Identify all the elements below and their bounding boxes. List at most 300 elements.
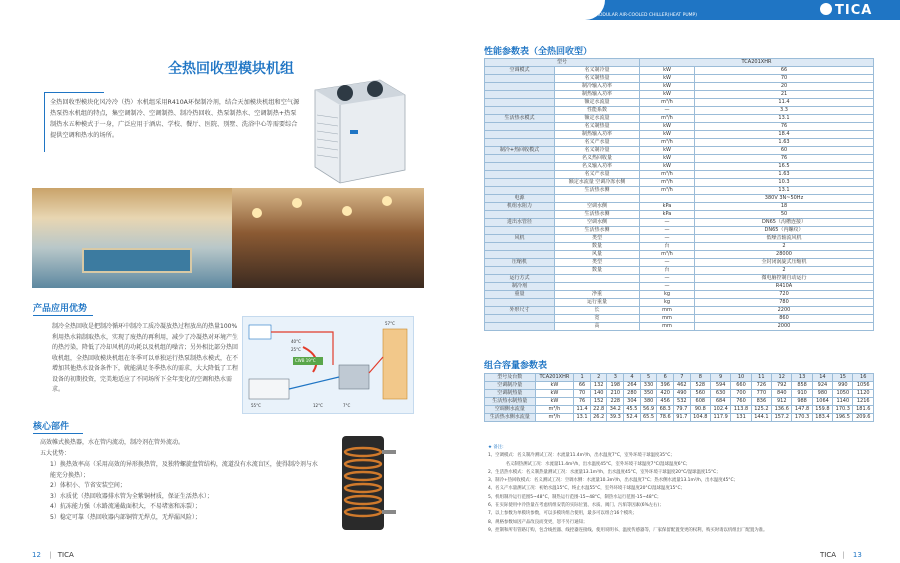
spec-row <box>485 187 874 195</box>
combo-cell: 924 <box>812 382 832 390</box>
combo-cell: 792 <box>772 382 792 390</box>
combo-cell: 228 <box>607 398 624 406</box>
spec-cell: 18 <box>695 203 874 211</box>
spec-cell: 制冷剂 <box>485 283 555 291</box>
combo-cell: 空调制热量 <box>485 390 536 398</box>
combo-cell: 39.3 <box>607 414 624 422</box>
combo-cell: 280 <box>624 390 641 398</box>
spec-cell: kW <box>640 67 695 75</box>
spec-cell: 外形尺寸 <box>485 307 555 315</box>
spec-cell <box>485 107 555 115</box>
page-title: 全热回收型模块机组 <box>168 61 294 77</box>
combo-cell: 858 <box>792 382 812 390</box>
combo-cell: 90.8 <box>690 406 710 414</box>
spec-cell <box>485 227 555 235</box>
combo-cell: 生活热水侧水流量 <box>485 414 536 422</box>
combo-header-cell: TCA201XHR <box>535 374 574 382</box>
spec-cell <box>485 83 555 91</box>
combo-cell: 140 <box>590 390 607 398</box>
combo-cell: 684 <box>710 398 730 406</box>
spec-cell: 1.63 <box>695 139 874 147</box>
spec-row <box>485 75 874 83</box>
spec-cell <box>485 315 555 323</box>
spec-cell <box>485 299 555 307</box>
note-item: 7、以上参数为单模块参数，可以多模块组合使用，最多可以组合16个模块； <box>488 511 637 517</box>
spec-cell <box>555 275 640 283</box>
combo-cell: 157.2 <box>772 414 792 422</box>
spec-cell: — <box>640 235 695 243</box>
spec-cell: 净重 <box>555 291 640 299</box>
spec-cell: 高 <box>555 323 640 331</box>
spec-cell: m³/h <box>640 251 695 259</box>
spec-cell <box>555 283 640 291</box>
spec-row <box>485 235 874 243</box>
combo-cell: 152 <box>590 398 607 406</box>
spec-cell: 13.1 <box>695 115 874 123</box>
core-list <box>50 460 320 523</box>
combo-cell: 91.7 <box>673 414 690 422</box>
core-intro: 高效帷式换热器，水在管内流动，制冷剂在管外流动。 <box>40 439 185 446</box>
spec-cell: 860 <box>695 315 874 323</box>
spec-row <box>485 275 874 283</box>
combo-cell: 117.9 <box>710 414 730 422</box>
spec-cell: — <box>640 107 695 115</box>
combo-cell: 70 <box>574 390 591 398</box>
combo-cell: 330 <box>640 382 657 390</box>
combo-cell: 183.4 <box>812 414 832 422</box>
combo-header-cell: 16 <box>853 374 874 382</box>
note-item: 1、空调模式：名义制冷测试工况：水流量11.4m³/h，出水温度7°C，室外环境干球温度35°C； <box>488 453 675 459</box>
spec-cell: — <box>640 283 695 291</box>
spec-cell: 名义制冷量 <box>555 67 640 75</box>
note-item: 8、规格参数如因产品改良而变更，恕不另行通知； <box>488 519 588 525</box>
spec-row <box>485 131 874 139</box>
footer-right: TICA | 13 <box>820 551 862 559</box>
spec-cell: 720 <box>695 291 874 299</box>
combo-cell: 170.3 <box>792 414 812 422</box>
spec-row <box>485 211 874 219</box>
spec-cell: kW <box>640 155 695 163</box>
spec-row <box>485 171 874 179</box>
combo-header-cell: 7 <box>673 374 690 382</box>
combo-cell: 396 <box>657 382 674 390</box>
spec-cell: 生活热水模式 <box>485 115 555 123</box>
spec-cell <box>485 211 555 219</box>
combo-row <box>485 414 874 422</box>
combo-cell: 350 <box>640 390 657 398</box>
spec-cell: 低噪音轴流风机 <box>695 235 874 243</box>
restaurant-photo <box>232 188 424 288</box>
combo-cell: 68.3 <box>657 406 674 414</box>
spec-cell: 长 <box>555 307 640 315</box>
combo-cell: 912 <box>772 398 792 406</box>
spec-cell: 空调水侧 <box>555 219 640 227</box>
combo-cell: 181.6 <box>853 406 874 414</box>
spec-row <box>485 83 874 91</box>
spec-cell: 76 <box>695 123 874 131</box>
spec-cell: kPa <box>640 203 695 211</box>
combo-cell: 170.3 <box>833 406 853 414</box>
intro-paragraph: 全热回收型模块化风冷冷（热）水机组采用R410A环保制冷剂，结合天加模块机组和空气源热泵热水机组的特点，集空调制冷、空调制热、制冷热回收、热泵制热水、空调制热+热泵制热水五种模式于一身，广泛应用于酒店、学校、餐厅、医院、别墅、洗浴中心等需要综合提供空调和热水的场所。 <box>50 99 300 139</box>
combo-cell: 462 <box>673 382 690 390</box>
spec-cell: 风机 <box>485 235 555 243</box>
spec-cell: 数量 <box>555 267 640 275</box>
combo-cell: 147.8 <box>792 406 812 414</box>
footer: 12 | TICA <box>32 551 74 559</box>
spec-cell <box>485 155 555 163</box>
spec-cell: 制冷+热回收模式 <box>485 147 555 155</box>
spec-cell: 制热输入功率 <box>555 131 640 139</box>
combo-cell: 1056 <box>853 382 874 390</box>
combo-header-cell: 5 <box>640 374 657 382</box>
chiller-unit-image <box>305 75 410 185</box>
combo-cell: 1064 <box>812 398 832 406</box>
spec-cell: 70 <box>695 75 874 83</box>
combo-header-cell: 4 <box>624 374 641 382</box>
spec-cell: kW <box>640 147 695 155</box>
note-item: 9、控制和所有管路订购，包含线控器、线控器连接线、使用说明书、温度传感器等，厂家保留配置变更的权利，购买时请以机组出厂配置为准。 <box>488 527 768 533</box>
combo-cell: 144.1 <box>751 414 771 422</box>
combo-header-cell: 10 <box>731 374 751 382</box>
spec-cell: 生活热水侧 <box>555 211 640 219</box>
spec-cell: — <box>640 275 695 283</box>
spec-cell <box>485 99 555 107</box>
spec-cell: 运行方式 <box>485 275 555 283</box>
core-item: 2）体积小、节省安装空间； <box>50 482 126 489</box>
combo-cell: 490 <box>673 390 690 398</box>
spec-row <box>485 123 874 131</box>
spec-cell: R410A <box>695 283 874 291</box>
spec-cell: 额定水流量 空调冷冻水侧 <box>555 179 640 187</box>
combo-cell: 700 <box>731 390 751 398</box>
spec-cell: 重量 <box>485 291 555 299</box>
spec-cell: m³/h <box>640 179 695 187</box>
spec-row <box>485 299 874 307</box>
spec-cell: 性能系数 <box>555 107 640 115</box>
combo-cell: 840 <box>772 390 792 398</box>
diagram-label: 40°C <box>291 339 301 344</box>
spec-cell: 名义产水量 <box>555 139 640 147</box>
title-rule <box>44 92 104 93</box>
combo-cell: 532 <box>673 398 690 406</box>
combo-cell: 11.4 <box>574 406 591 414</box>
combo-cell: 836 <box>751 398 771 406</box>
spec-cell <box>485 323 555 331</box>
core-item: 4）抗冻能力强（水路流通截面积大，不易堵塞和冻裂）； <box>50 503 201 510</box>
spec-cell: 2 <box>695 267 874 275</box>
combo-cell: 52.4 <box>624 414 641 422</box>
combo-header-cell: 11 <box>751 374 771 382</box>
combo-table <box>484 373 874 422</box>
combo-cell: kW <box>535 382 574 390</box>
spec-cell: kW <box>640 123 695 131</box>
spec-cell: kPa <box>640 211 695 219</box>
spec-row <box>485 99 874 107</box>
footer-brand: TICA <box>57 551 74 559</box>
combo-header-cell: 2 <box>590 374 607 382</box>
combo-header-cell: 8 <box>690 374 710 382</box>
note-item: 名义制热测试工况：水流量11.4m³/h，出水温度45°C，室外环境干球温度7°C/湿球温度6°C； <box>488 461 691 467</box>
spec-cell: 380V 3N~50Hz <box>695 195 874 203</box>
section-rule <box>33 433 83 434</box>
spec-cell: 18.4 <box>695 131 874 139</box>
intro-rule <box>44 92 45 152</box>
combo-cell: 988 <box>792 398 812 406</box>
spec-cell: 780 <box>695 299 874 307</box>
spec-cell: 10.3 <box>695 179 874 187</box>
spec-row <box>485 139 874 147</box>
diagram-label: 55°C <box>251 403 261 408</box>
combo-header-cell: 1 <box>574 374 591 382</box>
core-item: 1）换热效率高（采用高效的异形换热管，及独特螺旋盘管结构，流道没有水流盲区，使得制冷剂与水能充分换热）； <box>50 461 318 479</box>
combo-row <box>485 382 874 390</box>
spec-cell: 2000 <box>695 323 874 331</box>
spec-cell: 额定水流量 <box>555 115 640 123</box>
spec-row <box>485 291 874 299</box>
spec-cell <box>485 163 555 171</box>
combo-cell: 1140 <box>833 398 853 406</box>
combo-header-cell: 13 <box>792 374 812 382</box>
combo-cell: 209.6 <box>853 414 874 422</box>
combo-cell: m³/h <box>535 414 574 422</box>
spec-row <box>485 219 874 227</box>
spec-cell: 2 <box>695 243 874 251</box>
combo-cell: 594 <box>710 382 730 390</box>
spec-cell: mm <box>640 315 695 323</box>
spec-row <box>485 195 874 203</box>
tica-logo <box>820 3 872 18</box>
spec-cell: kg <box>640 291 695 299</box>
spec-cell <box>485 91 555 99</box>
spec-cell: 风量 <box>555 251 640 259</box>
note-item: 3、制冷+热回收模式：名义测试工况：空调水侧：水流量10.3m³/h，出水温度7°C；热水侧水流量13.1m³/h，出水温度45°C； <box>488 478 738 484</box>
diagram-label: 12°C <box>313 403 323 408</box>
spec-row <box>485 323 874 331</box>
spec-row <box>485 259 874 267</box>
spec-cell: 28000 <box>695 251 874 259</box>
spec-cell: kW <box>640 131 695 139</box>
spec-cell: kW <box>640 83 695 91</box>
footer-brand: TICA <box>820 551 837 559</box>
spec-cell <box>485 171 555 179</box>
spec-row <box>485 243 874 251</box>
spec-row <box>485 203 874 211</box>
spec-cell: 全封闭涡旋式压缩机 <box>695 259 874 267</box>
combo-row <box>485 398 874 406</box>
combo-cell: 1120 <box>853 390 874 398</box>
page-number: 13 <box>852 551 862 559</box>
spec-cell: 机组水阻力 <box>485 203 555 211</box>
spec-row <box>485 107 874 115</box>
spec-cell: 3.3 <box>695 107 874 115</box>
combo-cell: 726 <box>751 382 771 390</box>
combo-cell: 76 <box>574 398 591 406</box>
spec-row <box>485 267 874 275</box>
combo-cell: 104.8 <box>690 414 710 422</box>
spec-cell: 额定水流量 <box>555 99 640 107</box>
spec-cell <box>485 131 555 139</box>
spec-cell: 空调模式 <box>485 67 555 75</box>
spec-cell: 台 <box>640 243 695 251</box>
spec-cell: 电源 <box>485 195 555 203</box>
spec-cell: 20 <box>695 83 874 91</box>
combo-cell: 660 <box>731 382 751 390</box>
spec-cell: 运行重量 <box>555 299 640 307</box>
spec-row <box>485 67 874 75</box>
spec-cell <box>555 195 640 203</box>
spec-cell: 制冷输入功率 <box>555 83 640 91</box>
spec-cell: 类型 <box>555 235 640 243</box>
combo-cell: kW <box>535 390 574 398</box>
combo-cell: 456 <box>657 398 674 406</box>
combo-cell: 136.6 <box>772 406 792 414</box>
spec-table <box>484 58 874 331</box>
spec-cell: 66 <box>695 67 874 75</box>
combo-cell: 13.1 <box>574 414 591 422</box>
spec-cell: 名义制热量 <box>555 75 640 83</box>
combo-cell: 空调制冷量 <box>485 382 536 390</box>
combo-cell: 66 <box>574 382 591 390</box>
spec-cell: 压缩机 <box>485 259 555 267</box>
spec-cell <box>485 123 555 131</box>
diagram-label: 25°C <box>291 347 301 352</box>
spec-cell: kg <box>640 299 695 307</box>
combo-cell: 380 <box>640 398 657 406</box>
heat-exchanger-tank-image <box>332 430 398 536</box>
section-title-core: 核心部件 <box>33 422 70 432</box>
combo-cell: m³/h <box>535 406 574 414</box>
combo-cell: 22.8 <box>590 406 607 414</box>
combo-cell: 113.8 <box>731 406 751 414</box>
spec-cell: kW <box>640 163 695 171</box>
spec-cell: 空调水侧 <box>555 203 640 211</box>
diagram-label: 7°C <box>343 403 351 408</box>
combo-header-row <box>485 374 874 382</box>
spec-cell: — <box>640 227 695 235</box>
combo-cell: 生活热水制热量 <box>485 398 536 406</box>
notes <box>488 444 878 535</box>
diagram-graphic <box>243 317 415 415</box>
header-subtitle: MODULAR AIR-COOLED CHILLER(HEAT PUMP) <box>595 13 697 18</box>
combo-cell: 980 <box>812 390 832 398</box>
combo-cell: kW <box>535 398 574 406</box>
spec-cell <box>485 75 555 83</box>
advantages-paragraph: 制冷全热回收是把制冷循环中制冷工质冷凝放热过程放出的热量100%利用热水箱制取热水，实现了废热的再利用，减少了冷凝热对环境产生的热污染，降低了冷却风机的功耗以及机组的噪音；另外相比部分热回收机组，全热回收模块机组在冬季可以单独运行热泵制热水模式，在不增加其他热水设备条件下，就能满足冬季热水的需求，大大降低了工程设备的初期投资，完美地适应了不同场所下全年变化的空调和热水需求。 <box>52 323 239 393</box>
note-item: 2、生活热水模式：名义制热量测试工况：水流量13.1m³/h，出水温度45°C，室外环境干球温度20°C/湿球温度15°C； <box>488 469 721 475</box>
combo-cell: 131 <box>731 414 751 422</box>
note-item: 6、在实际使用中冷热量在考虑机组安装的实际位置、水质、阀门、污垢等因素(6%左右)； <box>488 503 664 509</box>
section-title-advantages: 产品应用优势 <box>33 304 88 314</box>
notes-heading: ★ 备注: <box>488 445 504 450</box>
spec-cell: 名义制热量 <box>555 123 640 131</box>
combo-header-cell: 型号及台数 <box>485 374 536 382</box>
spec-cell: 类型 <box>555 259 640 267</box>
combo-cell: 210 <box>607 390 624 398</box>
spec-row <box>485 227 874 235</box>
hotel-pool-photo <box>32 188 232 288</box>
combo-cell: 304 <box>624 398 641 406</box>
spec-cell: m³/h <box>640 99 695 107</box>
spec-cell: 1.63 <box>695 171 874 179</box>
combo-cell: 空调侧水流量 <box>485 406 536 414</box>
combo-table-title: 组合容量参数表 <box>484 361 548 371</box>
combo-row <box>485 406 874 414</box>
combo-cell: 79.7 <box>673 406 690 414</box>
spec-cell: 名义输入功率 <box>555 163 640 171</box>
spec-cell: mm <box>640 307 695 315</box>
spec-cell: TCA201XHR <box>640 59 874 67</box>
spec-cell: 台 <box>640 267 695 275</box>
spec-cell <box>485 139 555 147</box>
note-item: 4、名义产水量测试工况：初始水温15°C，终止水温55°C，室外环境干球温度20°C/湿球温度15°C； <box>488 486 685 492</box>
spec-cell: m³/h <box>640 115 695 123</box>
spec-cell: kW <box>640 91 695 99</box>
spec-cell: 进出水管径 <box>485 219 555 227</box>
spec-cell: 76 <box>695 155 874 163</box>
core-item: 5）稳定可靠（热回收器内部铜管无焊点，无焊漏风险）； <box>50 513 201 521</box>
spec-row <box>485 147 874 155</box>
application-photos <box>32 188 424 288</box>
combo-cell: 910 <box>792 390 812 398</box>
spec-cell <box>485 179 555 187</box>
spec-row <box>485 307 874 315</box>
spec-cell: m³/h <box>640 187 695 195</box>
spec-cell <box>485 243 555 251</box>
combo-cell: 45.5 <box>624 406 641 414</box>
spec-table-title: 性能参数表（全热回收型） <box>484 47 593 57</box>
logo-icon <box>820 3 832 15</box>
core-item: 3）水质优（热回收器排水管为全紫铜材质，保证生活热水）； <box>50 492 213 500</box>
combo-cell: 65.5 <box>640 414 657 422</box>
combo-cell: 132 <box>590 382 607 390</box>
spec-row <box>485 91 874 99</box>
combo-header-cell: 9 <box>710 374 730 382</box>
combo-cell: 1216 <box>853 398 874 406</box>
spec-cell: 名义热回收量 <box>555 155 640 163</box>
spec-cell: mm <box>640 323 695 331</box>
combo-cell: 560 <box>690 390 710 398</box>
combo-cell: 770 <box>751 390 771 398</box>
page-number: 12 <box>32 551 41 559</box>
combo-cell: 760 <box>731 398 751 406</box>
combo-cell: 608 <box>690 398 710 406</box>
spec-cell <box>640 195 695 203</box>
spec-cell: 11.4 <box>695 99 874 107</box>
spec-cell: 生活热水侧 <box>555 187 640 195</box>
spec-cell: 数量 <box>555 243 640 251</box>
spec-cell: — <box>640 259 695 267</box>
spec-cell: 13.1 <box>695 187 874 195</box>
combo-row <box>485 390 874 398</box>
combo-cell: 264 <box>624 382 641 390</box>
spec-cell: 宽 <box>555 315 640 323</box>
spec-cell: — <box>640 219 695 227</box>
spec-cell: 21 <box>695 91 874 99</box>
combo-cell: 196.5 <box>833 414 853 422</box>
spec-row <box>485 163 874 171</box>
spec-cell: m³/h <box>640 171 695 179</box>
combo-header-cell: 3 <box>607 374 624 382</box>
combo-cell: 630 <box>710 390 730 398</box>
spec-cell: kW <box>640 75 695 83</box>
logo-text: TICA <box>835 3 873 18</box>
spec-row <box>485 179 874 187</box>
combo-cell: 420 <box>657 390 674 398</box>
combo-cell: 34.2 <box>607 406 624 414</box>
combo-cell: 198 <box>607 382 624 390</box>
combo-cell: 102.4 <box>710 406 730 414</box>
spec-row <box>485 315 874 323</box>
